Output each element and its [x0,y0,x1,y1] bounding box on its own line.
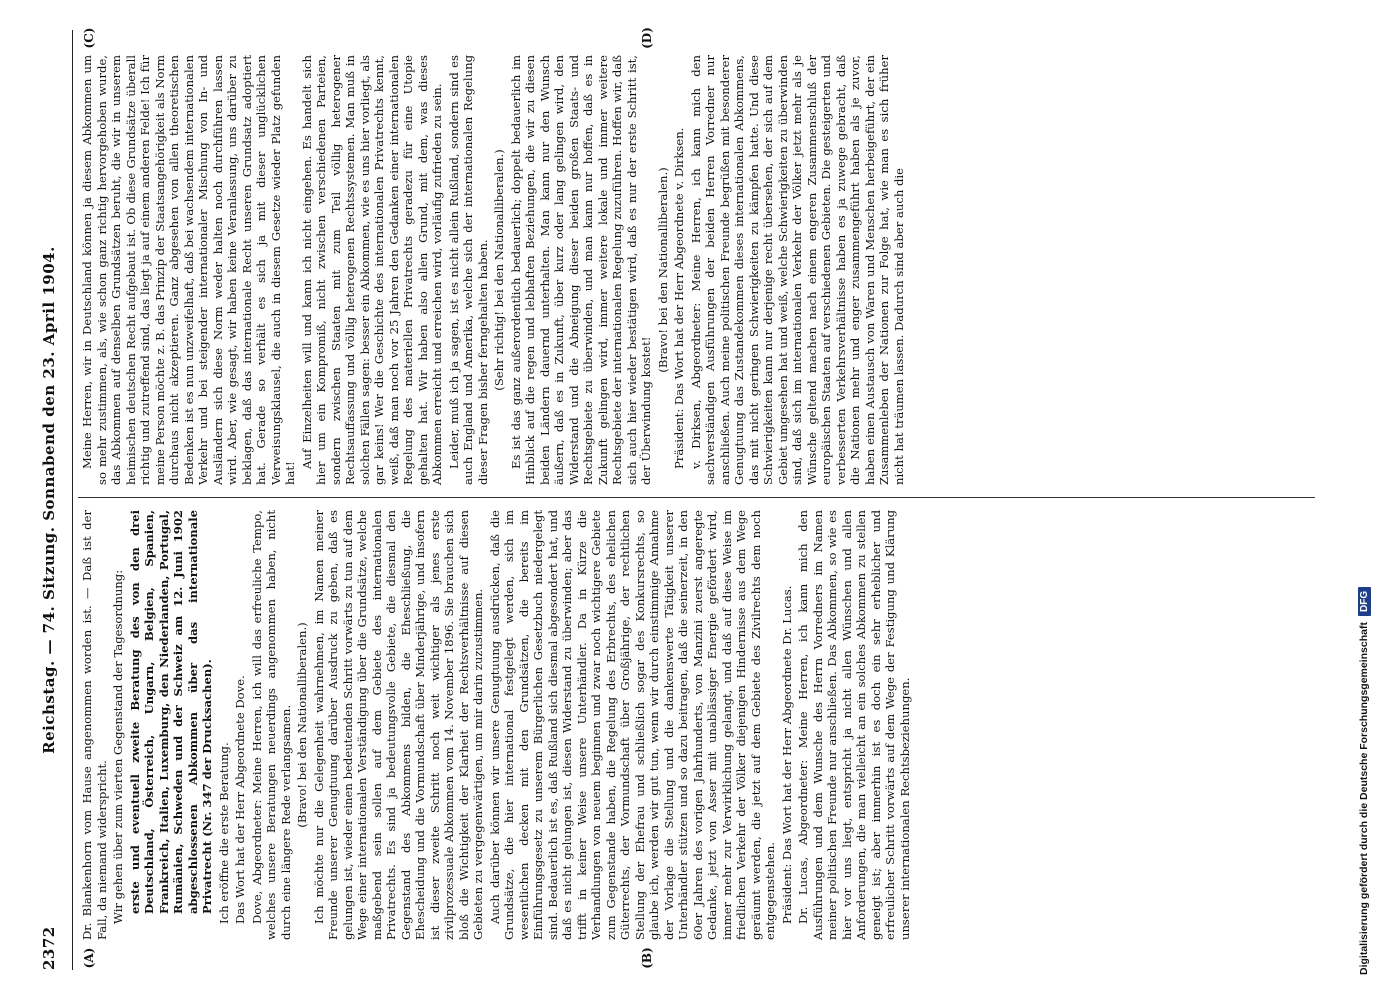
paragraph: Auch darüber können wir unsere Genugtuung ausdrücken, daß die Grundsätze, die hier international festgelegt werden, sich im wesentlichen decken mit den Grundsätzen, die bereits im Einführungsgesetz zu unserem Bürgerlichen Gesetzbuch niedergelegt sind. Bedauerlich ist es, daß Rußland sich diesmal abgesondert hat, und daß es nicht gelungen ist, diesen Widerstand zu überwinden; aber das trifft in keiner Weise unsere Unterhändler. Da in Kürze die Verhandlungen von neuem beginnen und zwar noch wichtigere Gebiete zum Gegenstande haben, die Regelung des Erbrechts, des ehelichen Güterrechts, der Vormundschaft über Großjährige, der rechtlichen Stellung der Ehefrau und schließlich sogar des Konkursrechts, so glaube ich, werden wir gut tun, wenn wir durch einstimmige Annahme der Vorlage die Stellung und die dankenswerte Tätigkeit unserer Unterhändler stützen und so dazu beitragen, daß die seinerzeit, in den 60er Jahren des vorigen Jahrhunderts, von Manzini zuerst angeregte Gedanke, jetzt von Asser mit unablässiger Energie gefördert wird, immer mehr zur Verwirklichung gelangt, und daß auf diese Weise im friedlichen Verkehr der Völker diejenigen Hindernisse aus dem Wege geräumt werden, die jetzt auf dem Gebiete des Zivilrechts dem noch entgegenstehen. [487,510,777,940]
president-note: Präsident: Das Wort hat der Herr Abgeordnete v. Dirksen. [672,127,686,469]
paragraph: Leider, muß ich ja sagen, ist es nicht allein Rußland, sondern sind es auch England und Amerika, welche sich der internationalen Regelung dieser Fragen bisher ferngehalten haben. [446,55,490,485]
column-divider [78,497,1315,498]
paragraph: Wir gehen über zum vierten Gegenstand der Tagesordnung: [111,569,125,924]
paragraph: Ich eröffne die erste Beratung. [216,742,231,924]
paragraph: Ich möchte nur die Gelegenheit wahrnehmen, im Namen meiner Freunde unserer Genugtuung darüber Ausdruck zu geben, daß es gelungen ist, wieder einen bedeutenden Schritt vorwärts zu tun auf dem Wege einer internationalen Verständigung über die Grundsätze, welche maßgebend sein sollen auf dem Gebiete des internationalen Privatrechts. Es sind ja bedeutungsvolle Gebiete, die diesmal den Gegenstand des Abkommens bilden, die Eheschließung, die Ehescheidung und die Vormundschaft über Minderjährige, und insofern ist dieser zweite Schritt noch weit wichtiger als jenes erste zivilprozessuale Abkommen vom 14. November 1896. Sie brauchen sich bloß die Wichtigkeit der Klarheit der Rechtsverhältnisse auf diesen Gebieten zu vergegenwärtigen, um mir darin zuzustimmen. [311,510,485,940]
credit-text: Digitalisierung gefördert durch die Deutsche Forschungsgemeinschaft [1358,622,1370,975]
margin-marker-b: (B) [640,947,654,969]
right-text-column [80,55,1315,485]
speech-dove: Dove, Abgeordneter: Meine Herren, ich will das erfreuliche Tempo, welches unsere Beratungen neuerdings angenommen haben, nicht durch eine längere Rede verlangsamen. [249,510,293,940]
page-title: Reichstag. — 74. Sitzung. Sonnabend den 23. April 1904. [40,246,58,754]
speech-dirksen: v. Dirksen, Abgeordneter: Meine Herren, ich kann mich den sachverständigen Ausführungen der beiden Herren Vorredner nur anschließen. Auch meine politischen Freunde begrüßen mit besonderer Genugtuung das Zustandekommen dieses internationalen Abkommens, das mit nicht geringen Schwierigkeiten zu kämpfen hatte. Und diese Schwierigkeiten kann nur derjenige recht übersehen, der sich auf dem Gebiet umgesehen hat und weiß, welche Schwierigkeiten zu überwinden sind, daß sich im internationalen Verkehr der Völker jetzt mehr als je Wünsche geltend machen nach einem engeren Zusammenschluß der europäischen Staaten auf verschiedenen Gebieten. Die gesteigerten und verbesserten Verkehrsverhältnisse haben es ja zuwege gebracht, daß die Nationen mehr und enger zusammengeführt haben als je zuvor, haben einen Austausch von Waren und Menschen herbeigeführt, der ein Zusammenleben der Nationen zur Folge hat, wie man es sich früher nicht hat träumen lassen. Dadurch sind aber auch die [688,55,906,485]
paragraph: Dr. Blankenhorn vom Hause angenommen worden ist. — Daß ist der Fall, da niemand widerspricht. [80,510,109,940]
margin-marker-a: (A) [82,947,96,969]
digitization-credit [1358,587,1371,975]
paragraph: Meine Herren, wir in Deutschland können ja diesem Abkommen um so mehr zustimmen, als, wie schon ganz richtig hervorgehoben wurde, das Abkommen auf denselben Grundsätzen beruht, die wir in unserem heimischen deutschen Recht aufgebaut ist. Ob diese Grundsätze überall richtig und zutreffend sind, das liegt ja auf einem anderen Felde! Ich für meine Person möchte z. B. das Prinzip der Staatsangehörigkeit als Norm durchaus nicht akzeptieren. Ganz abgesehen von allen theoretischen Bedenken ist es nun unzweifelhaft, daß bei wachsendem internationalen Verkehr und bei steigender internationaler Mischung von In- und Ausländern sich diese Norm weder halten noch durchführen lassen wird. Aber, wie gesagt, wir haben keine Veranlassung, uns darüber zu beklagen, daß das internationale Recht unseren Grundsatz adoptiert hat. Gerade so verhält es sich ja mit dieser unglücklichen Verweisungsklausel, die auch in diesem Gesetze wieder Platz gefunden hat! [80,55,297,485]
applause-note: (Bravo! bei den Nationalliberalen.) [655,167,670,373]
applause-note: (Sehr richtig! bei den Nationalliberalen.) [492,149,506,391]
margin-marker-c: (C) [82,27,96,49]
speech-lucas: Dr. Lucas, Abgeordneter: Meine Herren, ich kann mich den Ausführungen und dem Wunsche des Herrn Vorredners im Namen meiner politischen Freunde nur anschließen. Das Abkommen, so wie es hier vor uns liegt, entspricht ja nicht allen Wünschen und allen Anforderungen, die man vielleicht an ein solches Abkommen zu stellen geneigt ist; aber immerhin ist es doch ein sehr erheblicher und erfreulicher Schritt vorwärts auf dem Wege der Festigung und Klärung unserer internationalen Rechtsbeziehungen. [796,510,912,940]
left-text-column [80,510,1315,940]
page-header [40,30,68,970]
paragraph: Das Wort hat der Herr Abgeordnete Dove. [233,675,247,924]
paragraph: Auf Einzelheiten will und kann ich nicht eingehen. Es handelt sich hier um ein Kompromiß, nicht zwischen verschiedenen Parteien, sondern zwischen Staaten mit zum Teil völlig heterogener Rechtsauffassung und völlig heterogenen Rechtssystemen. Man muß in solchen Fällen sagen: besser ein Abkommen, wie es uns hier vorliegt, als gar keins! Wer die Geschichte des internationalen Privatrechts kennt, weiß, daß man noch vor 25 Jahren den Gedanken einer internationalen Regelung des materiellen Privatrechts geradezu für eine Utopie gehalten hat. Wir haben also allen Grund, mit dem, was dieses Abkommen erreicht und erreichen wird, vorläufig zufrieden zu sein. [299,55,444,485]
president-note: Präsident: Das Wort hat der Herr Abgeordnete Dr. Lucas. [779,585,794,924]
agenda-item: erste und eventuell zweite Beratung des von den drei Deutschland, Österreich, Ungarn, Belgien, Spanien, Frankreich, Italien, Luxemburg, den Niederlanden, Portugal, Rumänien, Schweden und der Schweiz am 12. Juni 1902 abgeschlossenen Abkommen über das internationale Privatrecht (Nr. 347 der Drucksachen). [127,510,214,914]
applause-note: (Bravo! bei den Nationalliberalen.) [295,622,309,828]
paragraph: Es ist das ganz außerordentlich bedauerlich; doppelt bedauerlich im Hinblick auf die regen und lebhaften Beziehungen, die wir zu diesen beiden Ländern dauernd unterhalten. Man kann nur den Wunsch äußern, daß es in Zukunft, über kurz oder lang gelingen wird, den Widerstand und die Abneigung dieser beiden großen Staats- und Rechtsgebiete zu überwinden, und man kann nur hoffen, daß es in Zukunft gelingen wird, immer weitere lokale und immer weitere Rechtsgebiete der internationalen Regelung zuzuführen. Hoffen wir, daß sich auch hier wieder bestätigen wird, daß es nur der erste Schritt ist, der Überwindung kostet! [508,55,653,485]
dfg-logo: DFG [1358,587,1371,616]
margin-marker-d: (D) [640,27,654,49]
page-number: 2372 [40,926,58,970]
header-rule [72,30,73,970]
